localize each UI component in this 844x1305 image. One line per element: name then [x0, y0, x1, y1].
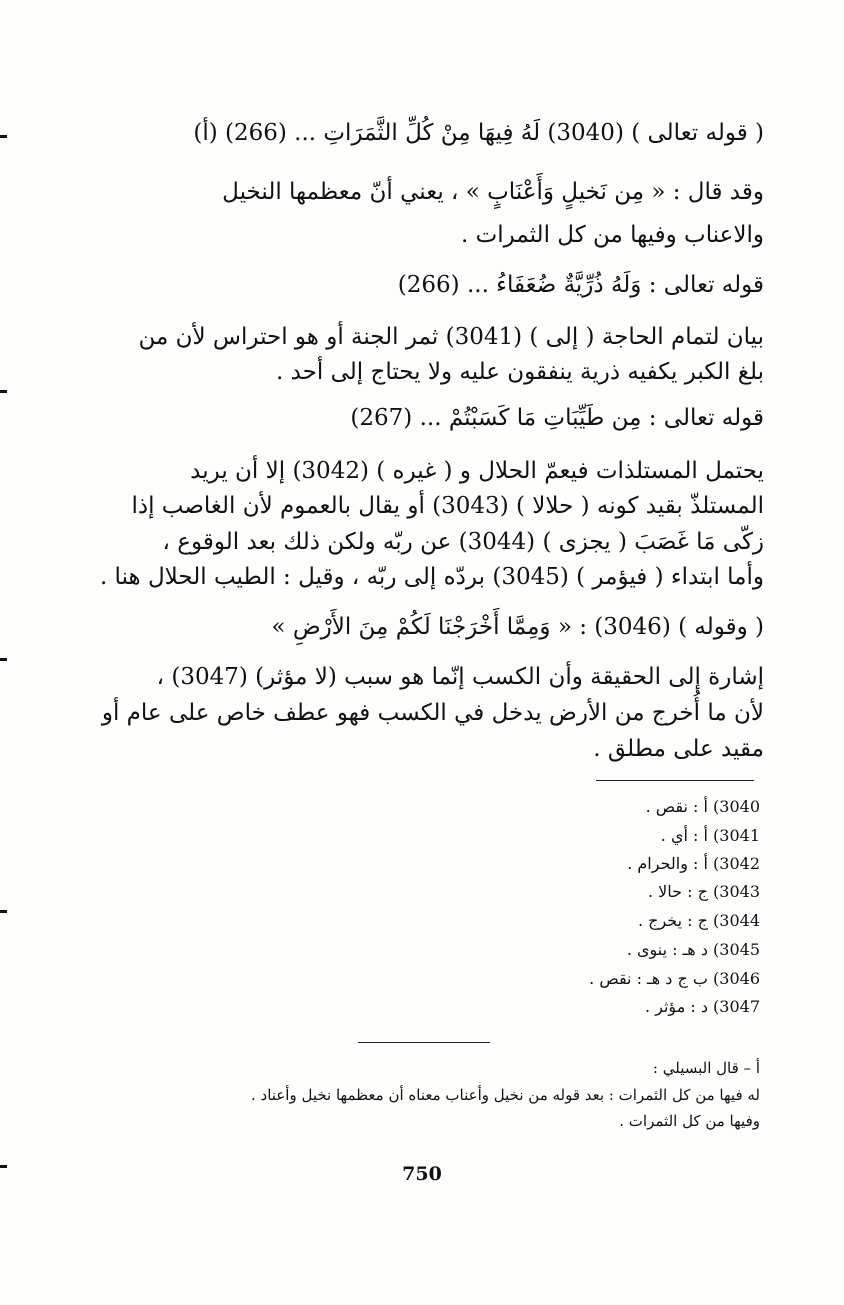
scan-edge-mark [0, 390, 7, 393]
footnote: 3044) ج : يخرج . [637, 911, 760, 930]
scan-edge-mark [0, 910, 7, 913]
text-line: قوله تعالى : وَلَهُ ذُرِّيَّةٌ ضُعَفَاءُ ... (266) [397, 272, 764, 298]
footnote: 3046) ب ج د هـ : نقص . [589, 969, 760, 988]
annotation-separator [358, 1042, 490, 1043]
footnote: 3047) د : مؤثر . [644, 997, 760, 1016]
footnote: 3041) أ : أي . [660, 826, 760, 845]
footnote: 3042) أ : والحرام . [627, 854, 760, 873]
annotation-line: له فيها من كل الثمرات : بعد قوله من نخيل وأعناب معناه أن معظمها نخيل وأعناد . [251, 1086, 760, 1104]
page-number: 750 [402, 1163, 442, 1185]
annotation-heading: أ – قال البسيلي : [652, 1059, 760, 1077]
text-line: قوله تعالى : مِن طَيِّبَاتِ مَا كَسَبْتُمْ ... (267) [350, 405, 764, 431]
footnote-separator [596, 780, 754, 781]
scan-edge-mark [0, 658, 7, 661]
footnote: 3045) د هـ : ينوى . [626, 940, 760, 959]
text-line: زكّى مَا غَصَبَ ( يجزى ) (3044) عن ربّه ولكن ذلك بعد الوقوع ، [162, 529, 764, 555]
footnote: 3043) ج : حالا . [648, 882, 760, 901]
text-line: وأما ابتداء ( فيؤمر ) (3045) بردّه إلى ربّه ، وقيل : الطيب الحلال هنا . [99, 564, 764, 590]
text-line: لأن ما أُخرج من الأرض يدخل في الكسب فهو عطف خاص على عام أو [101, 700, 764, 726]
text-line: المستلذّ بقيد كونه ( حلالا ) (3043) أو يقال بالعموم لأن الغاصب إذا [131, 493, 764, 519]
scan-edge-mark [0, 135, 7, 138]
text-line: والاعناب وفيها من كل الثمرات . [460, 222, 764, 248]
text-line: مقيد على مطلق . [593, 736, 764, 762]
text-line: وقد قال : « مِن نَخيلٍ وَأَعْنَابٍ » ، يعني أنّ معظمها النخيل [222, 179, 764, 205]
text-line: ( وقوله ) (3046) : « وَمِمَّا أَخْرَجْنَا لَكُمْ مِنَ الأَرْضِ » [271, 614, 764, 640]
text-line: إشارة إلى الحقيقة وأن الكسب إنّما هو سبب (لا مؤثر) (3047) ، [156, 664, 764, 690]
footnote: 3040) أ : نقص . [645, 797, 760, 816]
text-line: بيان لتمام الحاجة ( إلى ) (3041) ثمر الجنة أو هو احتراس لأن من [138, 324, 764, 350]
text-line: بلغ الكبر يكفيه ذرية ينفقون عليه ولا يحتاج إلى أحد . [275, 359, 764, 385]
text-line: ( قوله تعالى ) (3040) لَهُ فِيهَا مِنْ كُلِّ الثَّمَرَاتِ ... (266) (أ) [193, 120, 764, 146]
text-line: يحتمل المستلذات فيعمّ الحلال و ( غيره ) (3042) إلا أن يريد [190, 458, 764, 484]
annotation-line: وفيها من كل الثمرات . [619, 1112, 760, 1130]
